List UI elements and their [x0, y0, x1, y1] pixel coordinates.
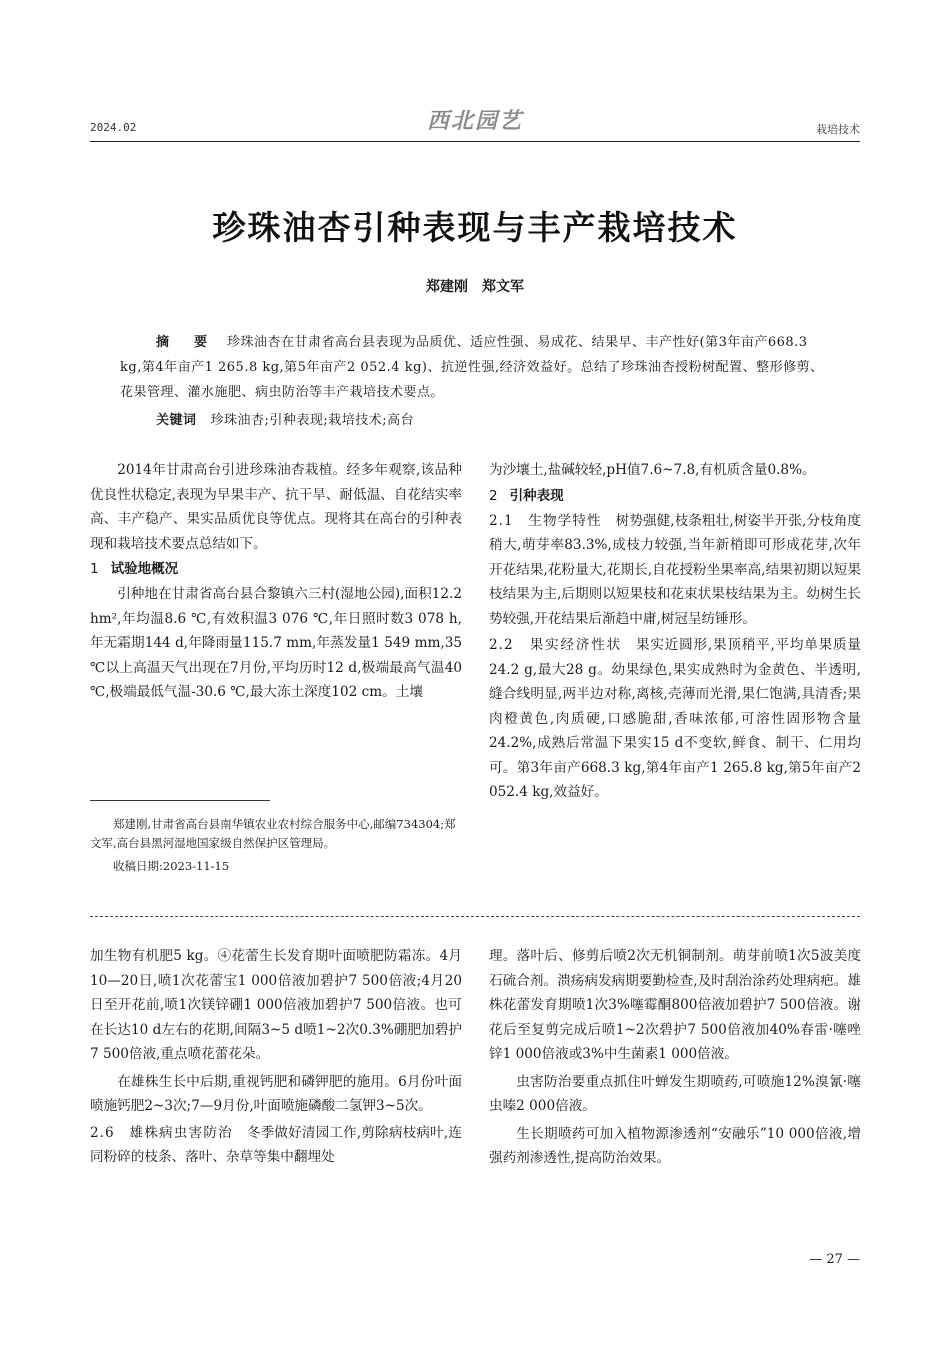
- pest-control-paragraph: 虫害防治要重点抓住叶蝉发生期喷药,可喷施12%溴氰·噻虫嗪2 000倍液。: [489, 1073, 861, 1114]
- abstract-text: 珍珠油杏在甘肃省高台县表现为品质优、适应性强、易成花、结果早、丰产性好(第3年亩产668.3 kg,第4年亩产1 265.8 kg,第5年亩产2 052.4 kg)、抗逆性强,经济效益好。总结了珍珠油杏授粉树配置、整形修剪、花果管理、灌水施肥、病虫防治等丰产栽培技术要点。: [120, 335, 824, 400]
- subsection-2-1: [489, 509, 861, 632]
- fertilizer-paragraph: 加生物有机肥5 kg。④花蕾生长发育期叶面喷肥防霜冻。4月10—20日,喷1次花蕾宝1 000倍液加碧护7 500倍液;4月20日至开花前,喷1次镁锌硼1 000倍液加碧护7 500倍液。也可在长达10 d左右的花期,间隔3~5 d喷1~2次0.3%硼肥加碧护7 500倍液,重点喷花蕾花朵。: [90, 948, 462, 1062]
- article-authors: 郑建刚 郑文军: [426, 279, 524, 295]
- disease-control-paragraph: 理。落叶后、修剪后喷2次无机铜制剂。萌芽前喷1次5波美度石硫合剂。溃疡病发病期要勤检查,及时刮治涂药处理病疤。雄株花蕾发育期喷1次3%噻霉酮800倍液加碧护7 500倍液。谢花后至复剪完成后喷1~2次碧护7 500倍液加40%春雷·噻唑锌1 000倍液或3%中生菌素1 000倍液。: [489, 948, 861, 1062]
- page-number: — 27 —: [809, 1252, 860, 1267]
- keywords-text: 珍珠油杏;引种表现;栽培技术;高台: [210, 413, 415, 428]
- penetrant-paragraph: 生长期喷药可加入植物源渗透剂“安融乐”10 000倍液,增强药剂渗透性,提高防治效果。: [489, 1125, 861, 1166]
- author-affiliation: 郑建刚,甘肃省高台县南华镇农业农村综合服务中心,邮编734304;郑文军,高台县黑河湿地国家级自然保护区管理局。: [90, 817, 456, 850]
- calcium-paragraph: 在雄株生长中后期,重视钙肥和磷钾肥的施用。6月份叶面喷施钙肥2~3次;7—9月份,叶面喷施磷酸二氢钾3~5次。: [90, 1073, 462, 1114]
- subsection-2-1-label: 2.1 生物学特性: [489, 512, 602, 529]
- section-1-number: 1: [90, 561, 99, 577]
- section-2-number: 2: [489, 487, 498, 504]
- soil-continuation: 为沙壤土,盐碱较轻,pH值7.6~7.8,有机质含量0.8%。: [489, 462, 816, 478]
- section-2-heading: [489, 483, 861, 509]
- subsection-2-6-label: 2.6 雄株病虫害防治: [90, 1124, 233, 1141]
- received-date: 收稿日期:2023-11-15: [113, 859, 230, 873]
- subsection-2-2: [489, 633, 861, 805]
- section-2-title: 引种表现: [509, 487, 564, 504]
- subsection-2-2-text: 果实近圆形,果顶稍平,平均单果质量24.2 g,最大28 g。幼果绿色,果实成熟时为金黄色、半透明,缝合线明显,两半边对称,离核,壳薄而光滑,果仁饱满,具清香;果肉橙黄色,肉质硬,口感脆甜,香味浓郁,可溶性固形物含量24.2%,成熟后常温下果实15 d不变软,鲜食、制干、仁用均可。第3年亩产668.3 kg,第4年亩产1 265.8 kg,第5年亩产2 052.4 kg,效益好。: [489, 637, 861, 800]
- footnote-rule: [90, 800, 270, 801]
- intro-paragraph: 2014年甘肃高台引进珍珠油杏栽植。经多年观察,该品种优良性状稳定,表现为早果丰产、抗干旱、耐低温、自花结实率高、丰产稳产、果实品质优良等优点。现将其在高台的引种表现和栽培技术要点总结如下。: [90, 462, 462, 552]
- journal-logo: 西北园艺: [426, 108, 523, 134]
- article-title: 珍珠油杏引种表现与丰产栽培技术: [212, 208, 738, 247]
- lower-left-column: [90, 944, 462, 1170]
- issue-date: 2024.02: [90, 121, 137, 134]
- section-1-title: 试验地概况: [110, 561, 179, 577]
- page-divider: [90, 916, 860, 917]
- subsection-2-2-label: 2.2 果实经济性状: [489, 637, 622, 653]
- footnote: [90, 815, 462, 876]
- section-name: 栽培技术: [816, 123, 860, 136]
- keywords-label: 关键词: [156, 413, 197, 428]
- subsection-2-1-text: 树势强健,枝条粗壮,树姿半开张,分枝角度稍大,萌芽率83.3%,成枝力较强,当年新梢即可形成花芽,次年开花结果,花粉量大,花期长,自花授粉坐果率高,结果初期以短果枝结果为主,后期则以短果枝和花束状果枝结果为主。幼树生长势较强,开花结果后渐趋中庸,树冠呈纺锤形。: [489, 512, 861, 627]
- section-1-heading: [90, 556, 462, 582]
- abstract-label: 摘 要: [156, 335, 214, 350]
- subsection-2-6: [90, 1121, 462, 1170]
- header-rule: [90, 141, 860, 142]
- section-1-text: 引种地在甘肃省高台县合黎镇六三村(湿地公园),面积12.2 hm²,年均温8.6 ℃,有效积温3 076 ℃,年日照时数3 078 h,年无霜期144 d,年降雨量115.7 mm,年蒸发量1 549 mm,35 ℃以上高温天气出现在7月份,平均历时12 d,极端最高气温40 ℃,极端最低气温-30.6 ℃,最大冻土深度102 cm。土壤: [90, 586, 462, 700]
- abstract: [120, 330, 830, 433]
- right-column: [489, 458, 861, 805]
- lower-right-column: [489, 944, 861, 1171]
- left-column: [90, 458, 462, 705]
- subsection-2-6-text: 冬季做好清园工作,剪除病枝病叶,连同粉碎的枝条、落叶、杂草等集中翻埋处: [90, 1124, 462, 1165]
